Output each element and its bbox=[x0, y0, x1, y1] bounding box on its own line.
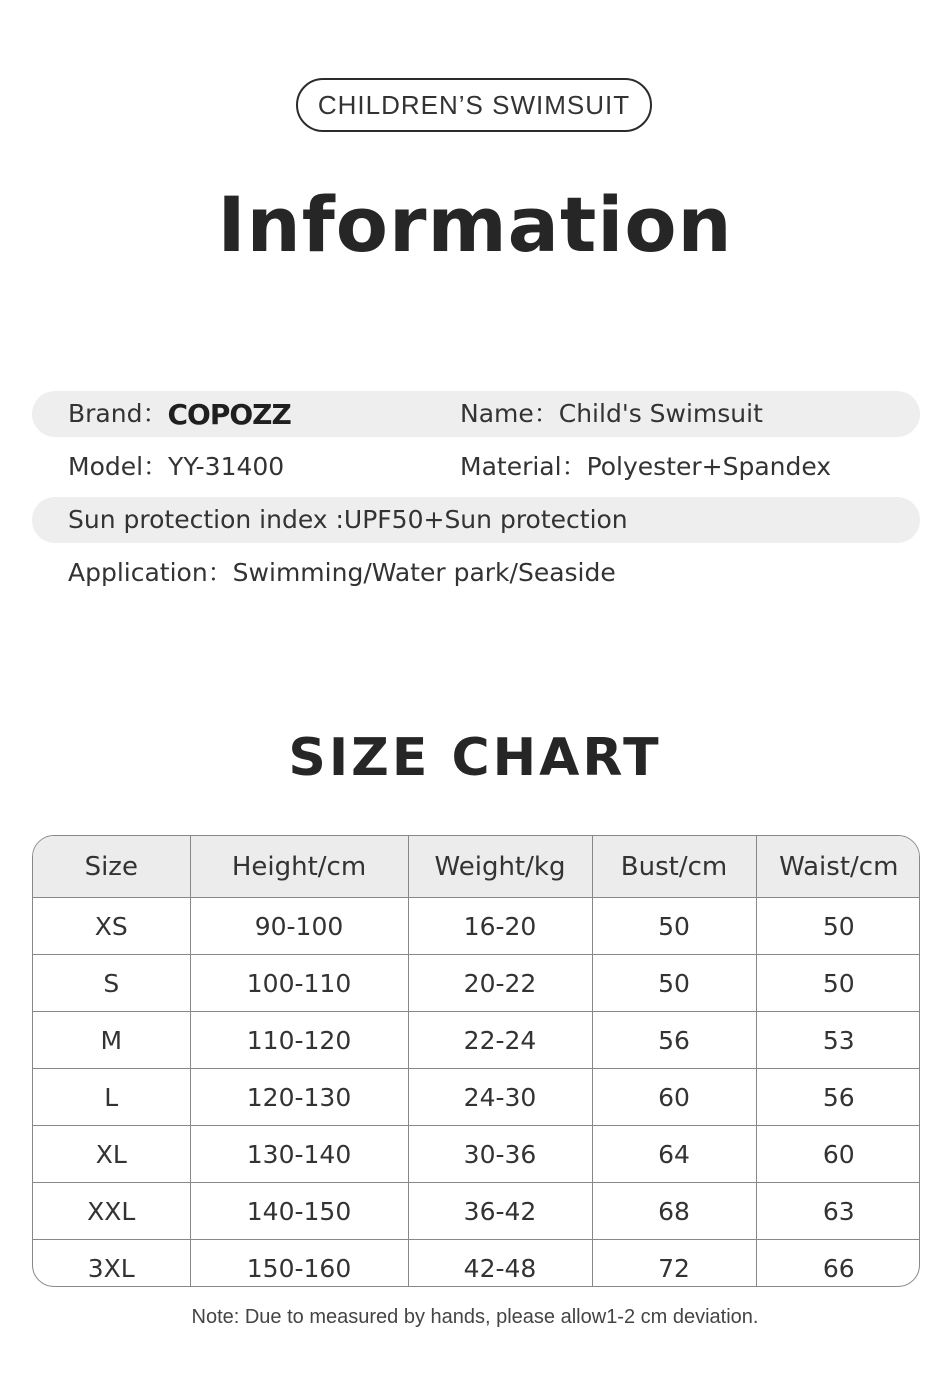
table-cell: S bbox=[33, 955, 190, 1012]
product-name: Name：Child's Swimsuit bbox=[460, 399, 763, 428]
sun-protection-index: Sun protection index :UPF50+Sun protection bbox=[68, 505, 628, 534]
brand-label: Brand： bbox=[68, 399, 168, 428]
table-cell: 50 bbox=[592, 898, 756, 955]
column-header-height: Height/cm bbox=[190, 836, 408, 898]
table-cell: 60 bbox=[592, 1069, 756, 1126]
column-header-size: Size bbox=[33, 836, 190, 898]
table-row bbox=[33, 898, 920, 955]
table-cell: 50 bbox=[592, 955, 756, 1012]
measurement-note: Note: Due to measured by hands, please allow1-2 cm deviation. bbox=[191, 1306, 759, 1328]
table-cell: 90-100 bbox=[190, 898, 408, 955]
table-cell: 22-24 bbox=[408, 1012, 592, 1069]
category-tag: CHILDREN’S SWIMSUIT bbox=[296, 78, 652, 132]
page-title: Information bbox=[217, 180, 733, 269]
application: Application：Swimming/Water park/Seaside bbox=[68, 558, 616, 587]
brand-row bbox=[68, 399, 291, 430]
table-row bbox=[33, 1183, 920, 1240]
table-cell: 50 bbox=[756, 955, 920, 1012]
column-header-bust: Bust/cm bbox=[592, 836, 756, 898]
table-cell: 30-36 bbox=[408, 1126, 592, 1183]
table-cell: 20-22 bbox=[408, 955, 592, 1012]
table-cell: 50 bbox=[756, 898, 920, 955]
table-cell: XXL bbox=[33, 1183, 190, 1240]
table-cell: 110-120 bbox=[190, 1012, 408, 1069]
table-cell: 150-160 bbox=[190, 1240, 408, 1288]
brand-logo: COPOZZ bbox=[167, 398, 291, 431]
table-cell: L bbox=[33, 1069, 190, 1126]
table-cell: 60 bbox=[756, 1126, 920, 1183]
model-number: Model：YY-31400 bbox=[68, 452, 285, 481]
table-cell: 42-48 bbox=[408, 1240, 592, 1288]
table-row bbox=[33, 1012, 920, 1069]
table-cell: XS bbox=[33, 898, 190, 955]
table-cell: 56 bbox=[592, 1012, 756, 1069]
size-chart-table bbox=[32, 835, 920, 1287]
table-cell: 53 bbox=[756, 1012, 920, 1069]
table-cell: 16-20 bbox=[408, 898, 592, 955]
table-row bbox=[33, 1240, 920, 1288]
size-chart-title: SIZE CHART bbox=[288, 728, 662, 788]
table-row bbox=[33, 1126, 920, 1183]
table-cell: 64 bbox=[592, 1126, 756, 1183]
table-header-row bbox=[33, 836, 920, 898]
table-cell: 66 bbox=[822, 1253, 855, 1283]
table-cell: 68 bbox=[592, 1183, 756, 1240]
table-cell: 120-130 bbox=[190, 1069, 408, 1126]
table-row bbox=[33, 1069, 920, 1126]
table-row bbox=[33, 955, 920, 1012]
table-cell: 63 bbox=[756, 1183, 920, 1240]
table-cell: 72 bbox=[592, 1240, 756, 1288]
material: Material：Polyester+Spandex bbox=[460, 452, 832, 481]
column-header-weight: Weight/kg bbox=[408, 836, 592, 898]
table-cell: 130-140 bbox=[190, 1126, 408, 1183]
table-cell: 140-150 bbox=[190, 1183, 408, 1240]
table-cell: 36-42 bbox=[408, 1183, 592, 1240]
table-cell: M bbox=[33, 1012, 190, 1069]
table-cell: XL bbox=[33, 1126, 190, 1183]
column-header-waist: Waist/cm bbox=[756, 836, 920, 898]
table-cell: 24-30 bbox=[408, 1069, 592, 1126]
table-cell: 3XL bbox=[33, 1240, 190, 1288]
table-cell: 100-110 bbox=[190, 955, 408, 1012]
table-cell: 56 bbox=[756, 1069, 920, 1126]
